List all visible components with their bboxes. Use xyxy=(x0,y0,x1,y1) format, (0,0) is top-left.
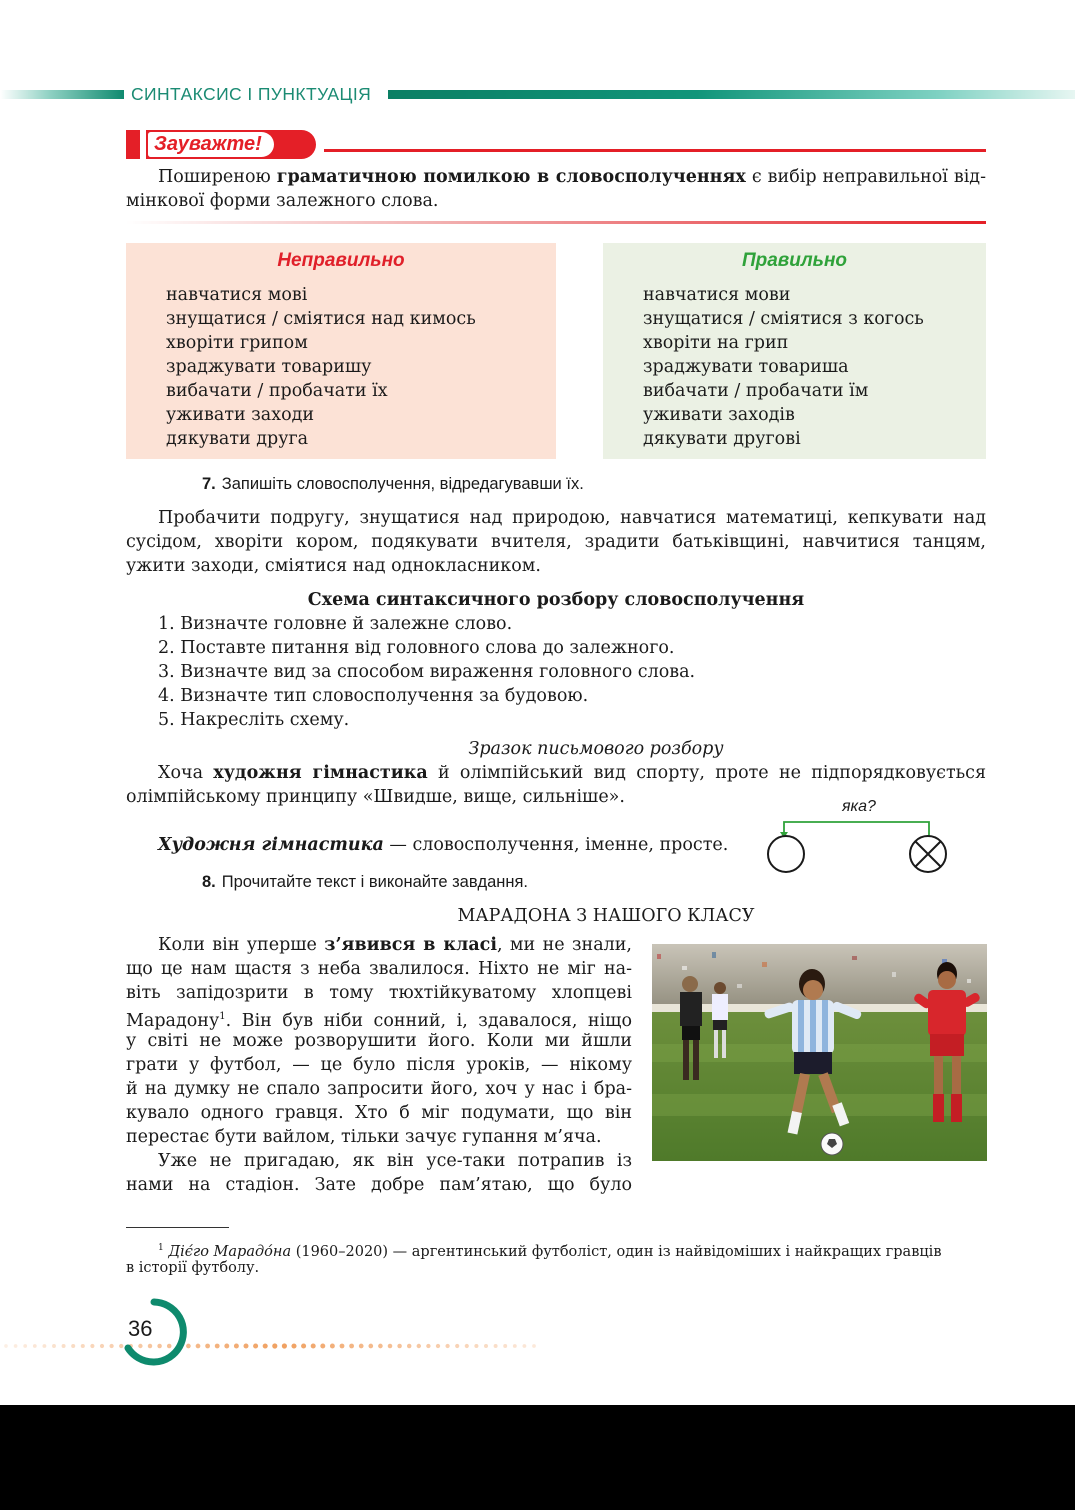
footer-dot xyxy=(301,1343,306,1348)
right-item: зраджувати товариша xyxy=(643,357,849,377)
footer-dot xyxy=(513,1344,517,1348)
story-line: Уже не пригадаю, як він усе-таки потрапив із xyxy=(158,1151,632,1171)
footer-dot xyxy=(90,1344,94,1348)
footer-dot xyxy=(224,1344,229,1349)
wrong-item: навчатися мові xyxy=(166,285,308,305)
story-line: у світі не може розворушити його. Коли ми йшли xyxy=(126,1031,632,1051)
footer-dot xyxy=(484,1344,488,1348)
footer-dot xyxy=(503,1344,507,1348)
note-line-2: мінкової форми залежного слова. xyxy=(126,191,439,211)
wrong-box xyxy=(126,243,556,459)
footer-dot xyxy=(196,1344,201,1349)
right-item: знущатися / сміятися з когось xyxy=(643,309,924,329)
footer-dot xyxy=(205,1344,210,1349)
right-item: дякувати другові xyxy=(643,429,801,449)
footer-dot xyxy=(330,1344,335,1349)
story-line: віть запідозрити в тому тюхтійкуватому хлопцеві xyxy=(126,983,632,1003)
wrong-item: знущатися / сміятися над кимось xyxy=(166,309,476,329)
footer-dot xyxy=(4,1344,8,1348)
footer-dot xyxy=(272,1343,277,1348)
scheme-step: 2. Поставте питання від головного слова до залежного. xyxy=(158,638,675,658)
footer-dot xyxy=(291,1343,296,1348)
footer-dot xyxy=(378,1344,383,1349)
story-line: й на думку не спало запросити його, хоч у нас і бра- xyxy=(126,1079,632,1099)
scheme-step: 5. Накресліть схему. xyxy=(158,710,350,730)
task-7-line-2: сусідом, хворіти кором, подякувати вчителя, зрадити батьківщині, навчитися танцям, xyxy=(126,532,986,552)
footer-dot xyxy=(368,1344,373,1349)
right-item: вибачати / пробачати їм xyxy=(643,381,869,401)
story-line: нами на стадіон. Зате добре пам’ятаю, що було xyxy=(126,1175,632,1195)
footer-dot xyxy=(445,1344,449,1348)
footer-dot xyxy=(263,1343,268,1348)
footer-dot xyxy=(436,1344,440,1348)
footnote-line-2: в історії футболу. xyxy=(126,1260,260,1276)
diagram-arrow-line xyxy=(784,822,929,851)
task-7-instruction: 7. Запишіть словосполучення, відредагувавши їх. xyxy=(202,475,584,493)
footer-dot xyxy=(71,1344,75,1348)
footnote-rule xyxy=(126,1227,229,1228)
right-item: хворіти на грип xyxy=(643,333,789,353)
right-item: уживати заходів xyxy=(643,405,795,425)
wrong-title: Неправильно xyxy=(277,250,405,271)
note-line-1: Поширеною граматичною помилкою в словосполученнях є вибір неправильної від- xyxy=(158,167,986,187)
right-box xyxy=(603,243,986,459)
diagram-question: яка? xyxy=(842,798,876,815)
footer-dot xyxy=(243,1343,248,1348)
right-item: навчатися мови xyxy=(643,285,791,305)
footer-dot xyxy=(426,1344,430,1348)
footer-dot xyxy=(100,1344,104,1348)
scheme-step: 1. Визначте головне й залежне слово. xyxy=(158,614,513,634)
right-list xyxy=(643,283,924,451)
wrong-item: вибачати / пробачати їх xyxy=(166,381,388,401)
footnote-line-1: $^1$ Діє́го Марадо́на (1960–2020) — аргентинський футболіст, один із найвідоміших і найкращих гравців xyxy=(158,1243,942,1260)
footer-dot xyxy=(388,1344,393,1349)
footer-dot xyxy=(33,1344,37,1348)
wrong-item: зраджувати товаришу xyxy=(166,357,372,377)
note-label: Зауважте! xyxy=(148,132,274,157)
scheme-title: Схема синтаксичного розбору словосполучення xyxy=(307,590,805,610)
section-title: СИНТАКСИС І ПУНКТУАЦІЯ xyxy=(131,84,372,104)
footer-dot xyxy=(407,1344,411,1348)
footer-dot xyxy=(23,1344,27,1348)
footer-dot xyxy=(311,1343,316,1348)
right-title: Правильно xyxy=(741,250,848,271)
story-line: Коли він уперше з’явився в класі, ми не знали, xyxy=(158,935,632,955)
footer-dot xyxy=(52,1344,56,1348)
footer-dot xyxy=(465,1344,469,1348)
header-bar-right xyxy=(388,90,1075,99)
footer-dot xyxy=(109,1344,113,1348)
footer-dot xyxy=(253,1343,258,1348)
story-line: Марадону$^1$. Він був ніби сонний, і, здавалося, ніщо xyxy=(126,1010,632,1031)
story-line: грати у футбол, — це було після уроків, — нікому xyxy=(126,1055,632,1075)
footer-dot xyxy=(42,1344,46,1348)
header-bar-left xyxy=(0,90,124,99)
footer-dot xyxy=(455,1344,459,1348)
sample-analysis: Художня гімнастика — словосполучення, іменне, просте. xyxy=(158,835,729,855)
footer-dot xyxy=(62,1344,66,1348)
wrong-item: дякувати друга xyxy=(166,429,309,449)
task-8-instruction: 8. Прочитайте текст і виконайте завдання. xyxy=(202,873,528,891)
scheme-step: 3. Визначте вид за способом вираження головного слова. xyxy=(158,662,696,682)
task-7-line-1: Пробачити подругу, знущатися над природою, навчатися математиці, кепкувати над xyxy=(158,508,986,528)
footer-dot xyxy=(349,1344,354,1349)
footer-dot xyxy=(320,1344,325,1349)
scheme-step: 4. Визначте тип словосполучення за будовою. xyxy=(158,686,589,706)
wrong-item: хворіти грипом xyxy=(166,333,308,353)
footer-dots xyxy=(0,1340,560,1352)
footer-dot xyxy=(81,1344,85,1348)
sample-line-1: Хоча художня гімнастика й олімпійський вид спорту, проте не підпорядковується xyxy=(158,763,986,783)
story-line: що це нам щастя з неба звалилося. Ніхто не міг на- xyxy=(126,959,632,979)
footer-dot xyxy=(215,1344,220,1349)
wrong-list xyxy=(166,283,476,451)
footer-dot xyxy=(359,1344,364,1349)
wrong-item: уживати заходи xyxy=(166,405,315,425)
sample-title: Зразок письмового розбору xyxy=(468,739,724,759)
sample-line-2: олімпійському принципу «Швидше, вище, сильніше». xyxy=(126,787,625,807)
footer-dot xyxy=(340,1344,345,1349)
story-line: кувало одного гравця. Хто б міг подумати, що він xyxy=(126,1103,632,1123)
note-underline xyxy=(324,149,986,152)
note-separator xyxy=(126,221,986,224)
phrase-diagram xyxy=(764,816,954,876)
task-7-line-3: ужити заходи, сміятися над однокласником. xyxy=(126,556,541,576)
footer-dot xyxy=(397,1344,402,1349)
footer-dot xyxy=(234,1344,239,1349)
football-photo xyxy=(652,944,987,1161)
story-title: МАРАДОНА З НАШОГО КЛАСУ xyxy=(457,906,755,926)
footer-dot xyxy=(522,1344,526,1348)
page-number: 36 xyxy=(128,1316,153,1341)
footer-dot xyxy=(532,1344,536,1348)
note-label-block xyxy=(126,130,140,159)
footer-dot xyxy=(474,1344,478,1348)
head-word-circle xyxy=(768,836,804,872)
footer-dot xyxy=(494,1344,498,1348)
story-line: перестає бути вайлом, тільки зачує гупання м’яча. xyxy=(126,1127,602,1147)
footer-dot xyxy=(14,1344,18,1348)
footer-dot xyxy=(417,1344,421,1348)
footer-dot xyxy=(282,1343,287,1348)
